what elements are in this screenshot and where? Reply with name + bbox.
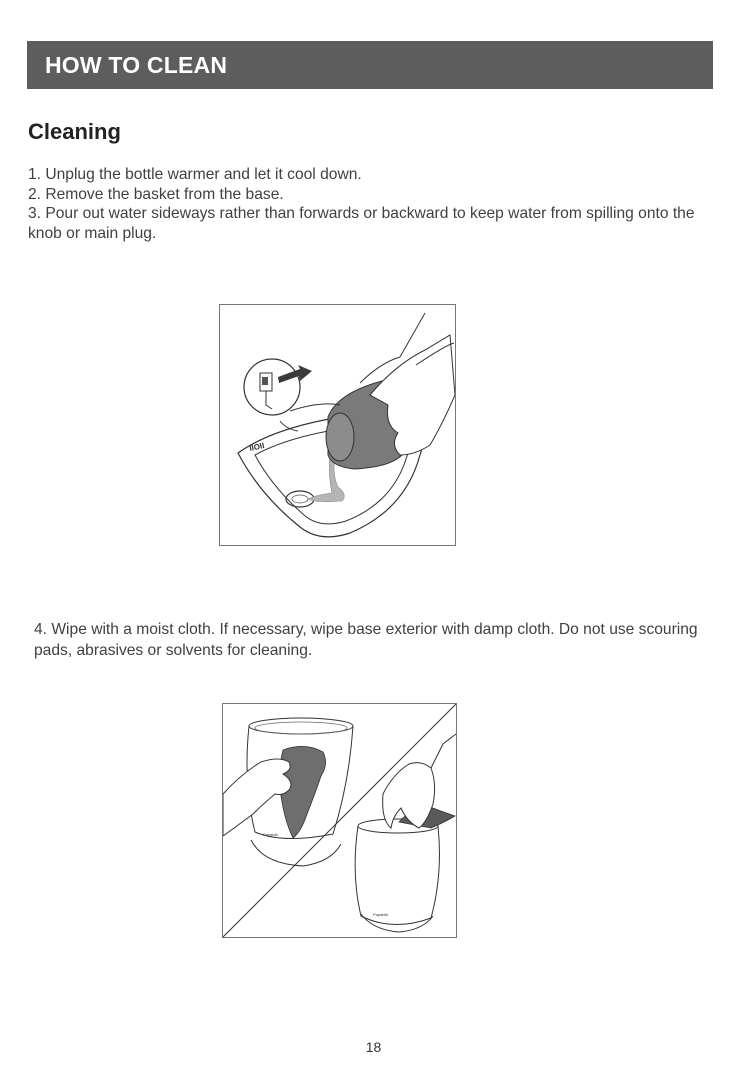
cleaning-heading: Cleaning	[28, 119, 121, 144]
step-4: 4. Wipe with a moist cloth. If necessary, wipe base exterior with damp cloth. Do not use scouring pads, abrasives or solvents for cleaning.	[34, 621, 698, 659]
cleaning-steps	[28, 165, 718, 243]
step-1: 1. Unplug the bottle warmer and let it cool down.	[28, 166, 362, 183]
section-header-title: HOW TO CLEAN	[45, 52, 228, 78]
wipe-cloth-drawing	[223, 704, 456, 937]
pour-water-illustration	[219, 304, 456, 546]
sink-label: IIOII	[248, 441, 266, 453]
brand-label-right: Papablic	[373, 912, 389, 917]
page-number: 18	[365, 1039, 382, 1055]
step-3: 3. Pour out water sideways rather than forwards or backward to keep water from spilling onto the knob or main plug.	[28, 205, 695, 242]
pour-water-drawing	[220, 305, 455, 545]
section-header-bar	[27, 41, 713, 89]
step-2: 2. Remove the basket from the base.	[28, 185, 284, 203]
wipe-cloth-illustration	[222, 703, 457, 938]
brand-label-left: Papablic	[263, 832, 279, 837]
